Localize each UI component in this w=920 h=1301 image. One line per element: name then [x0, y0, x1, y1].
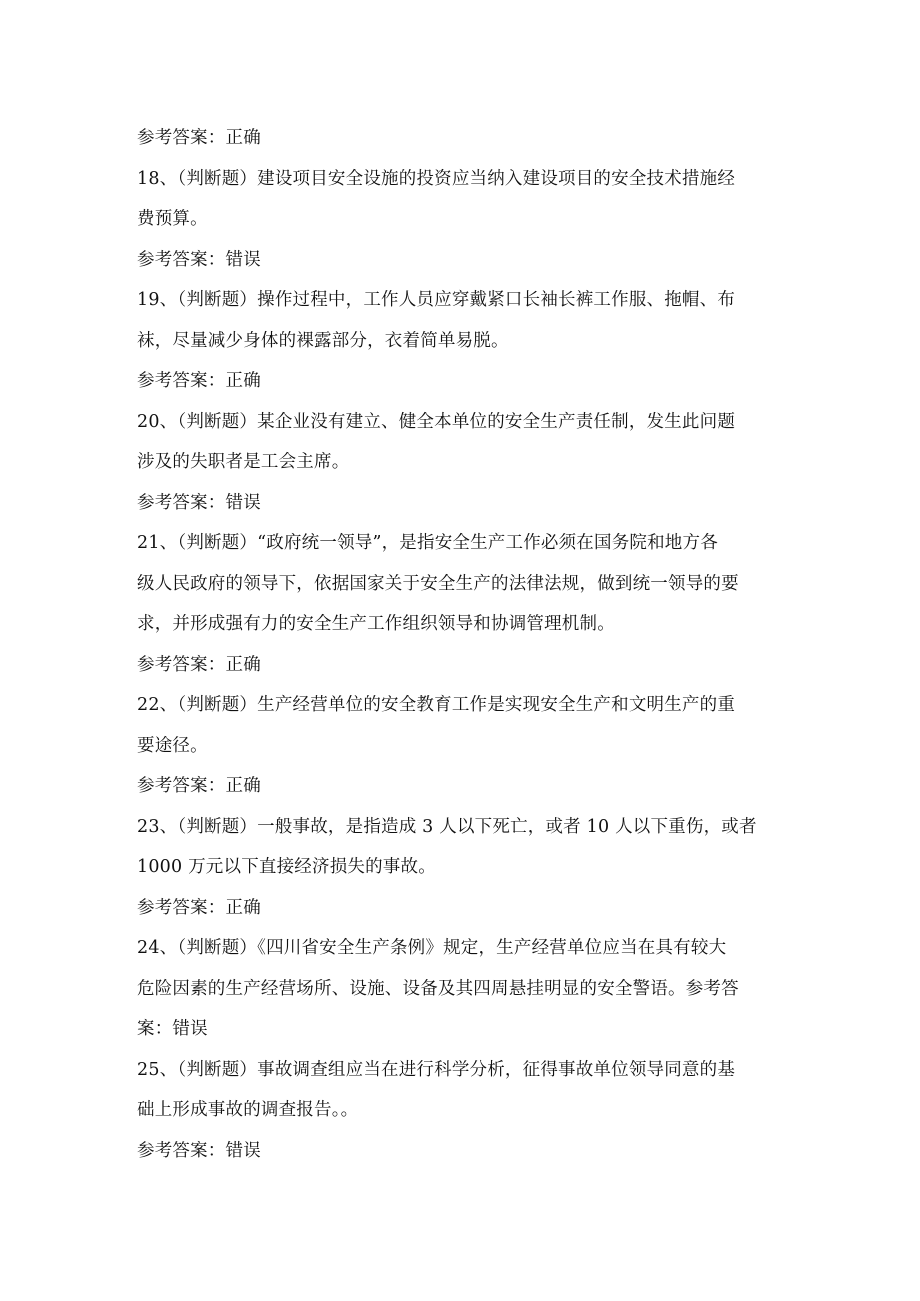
answer-line: 参考答案：正确: [137, 654, 261, 675]
question-25-line-2: 础上形成事故的调查报告。。: [137, 1100, 359, 1120]
question-20-line-1: 20、（判断题）某企业没有建立、健全本单位的安全生产责任制，发生此问题: [137, 411, 736, 432]
question-24-line-1: 24、（判断题）《四川省安全生产条例》规定，生产经营单位应当在具有较大: [137, 938, 727, 958]
answer-line: 参考答案：错误: [137, 492, 261, 513]
question-19-line-2: 袜，尽量减少身体的裸露部分，衣着简单易脱。: [137, 330, 509, 351]
question-24-line-2: 危险因素的生产经营场所、设施、设备及其四周悬挂明显的安全警语。参考答: [137, 978, 739, 999]
question-21-line-1: 21、（判断题）“政府统一领导”，是指安全生产工作必须在国务院和地方各: [137, 533, 718, 553]
question-20-line-2: 涉及的失职者是工会主席。: [137, 452, 350, 472]
question-18-line-1: 18、（判断题）建设项目安全设施的投资应当纳入建设项目的安全技术措施经: [137, 168, 736, 189]
answer-line: 参考答案：正确: [137, 371, 261, 391]
question-21-line-2: 级人民政府的领导下，依据国家关于安全生产的法律法规，做到统一领导的要: [137, 573, 739, 594]
question-23-line-2: 1000 万元以下直接经济损失的事故。: [137, 857, 436, 877]
question-25-line-1: 25、（判断题）事故调查组应当在进行科学分析，征得事故单位领导同意的基: [137, 1059, 736, 1080]
document-body: [137, 118, 787, 1171]
question-18-line-2: 费预算。: [137, 209, 208, 229]
answer-line: 参考答案：错误: [137, 249, 261, 270]
question-22-line-2: 要途径。: [137, 735, 208, 756]
answer-line: 参考答案：错误: [137, 1140, 261, 1161]
answer-line: 参考答案：正确: [137, 897, 261, 918]
question-23-line-1: 23、（判断题）一般事故，是指造成 3 人以下死亡，或者 10 人以下重伤，或者: [137, 816, 757, 837]
question-22-line-1: 22、（判断题）生产经营单位的安全教育工作是实现安全生产和文明生产的重: [137, 695, 736, 715]
question-24-line-3: 案：错误: [137, 1019, 208, 1039]
question-21-line-3: 求，并形成强有力的安全生产工作组织领导和协调管理机制。: [137, 614, 615, 634]
question-19-line-1: 19、（判断题）操作过程中，工作人员应穿戴紧口长袖长裤工作服、拖帽、布: [137, 290, 736, 310]
answer-line: 参考答案：正确: [137, 128, 261, 148]
answer-line: 参考答案：正确: [137, 776, 261, 796]
